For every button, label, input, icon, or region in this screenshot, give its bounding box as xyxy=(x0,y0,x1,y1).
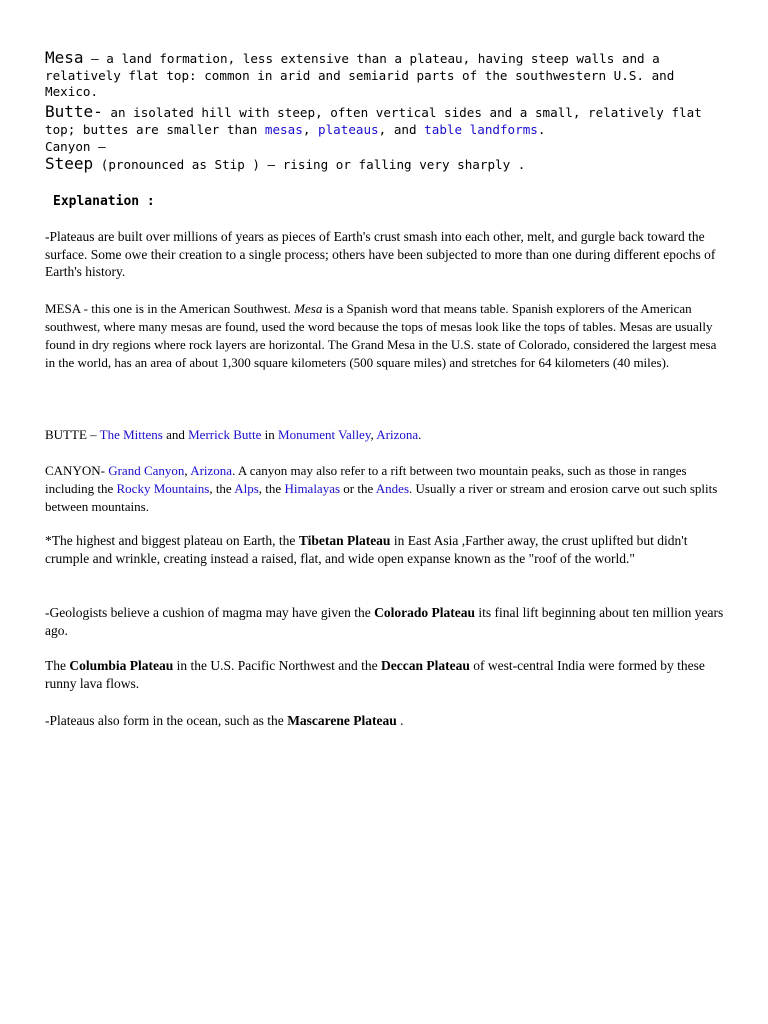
link-alps[interactable]: Alps xyxy=(234,481,259,496)
term-columbia-plateau: Columbia Plateau xyxy=(69,658,174,673)
link-mesas[interactable]: mesas xyxy=(264,121,303,137)
link-rocky-mountains[interactable]: Rocky Mountains xyxy=(116,481,210,496)
definition-mesa: Mesa – a land formation, less extensive than a plateau, having steep walls and a relatively flat top: common in arid and semiarid parts of the southwestern U.S. and Mexico. xyxy=(45,48,675,99)
link-plateaus[interactable]: plateaus xyxy=(317,121,379,137)
definition-butte: Butte- an isolated hill with steep, often vertical sides and a small, relatively flat top; buttes are smaller than mesas, plateaus, and table landforms. xyxy=(45,102,702,137)
link-the-mittens[interactable]: The Mittens xyxy=(99,427,163,442)
paragraph-tibetan-plateau: *The highest and biggest plateau on Earth, the Tibetan Plateau in East Asia ,Farther away, the crust uplifted but didn't crumple and wrinkle, creating instead a raised, flat, and wide open expanse known as the "roof of the world." xyxy=(45,533,688,566)
link-table-landforms[interactable]: table landforms xyxy=(424,121,538,137)
paragraph-plateaus-intro: -Plateaus are built over millions of years as pieces of Earth's crust smash into each other, melt, and gurgle back toward the surface. Some owe their creation to a single process; others have been subjected to more than one during different epochs of Earth's history. xyxy=(45,229,716,279)
term-mesa: Mesa xyxy=(45,48,84,67)
link-arizona-2[interactable]: Arizona xyxy=(190,463,233,478)
link-grand-canyon[interactable]: Grand Canyon xyxy=(108,463,185,478)
link-himalayas[interactable]: Himalayas xyxy=(284,481,341,496)
paragraph-butte: BUTTE – The Mittens and Merrick Butte in Monument Valley, Arizona. xyxy=(45,427,422,442)
term-colorado-plateau: Colorado Plateau xyxy=(374,605,476,620)
paragraph-colorado-plateau: -Geologists believe a cushion of magma may have given the Colorado Plateau its final lift beginning about ten million years ago. xyxy=(45,605,724,638)
link-andes[interactable]: Andes xyxy=(375,481,409,496)
paragraph-mascarene-plateau: -Plateaus also form in the ocean, such as the Mascarene Plateau . xyxy=(45,713,404,728)
paragraph-canyon: CANYON- Grand Canyon, Arizona. A canyon may also refer to a rift between two mountain peaks, such as those in ranges including the Rocky Mountains, the Alps, the Himalayas or the Andes. Usually a river or stream and erosion carve out such splits between mountains. xyxy=(45,463,718,514)
explanation-heading: Explanation : xyxy=(53,194,155,209)
link-merrick-butte[interactable]: Merrick Butte xyxy=(188,427,262,442)
label-butte: BUTTE – xyxy=(45,427,97,442)
definition-canyon: Canyon – xyxy=(45,139,106,154)
link-arizona[interactable]: Arizona xyxy=(376,427,419,442)
term-tibetan-plateau: Tibetan Plateau xyxy=(298,533,391,548)
definition-steep: Steep (pronounced as Stip ) – rising or falling very sharply . xyxy=(45,154,526,173)
term-steep: Steep xyxy=(45,154,94,173)
link-monument-valley[interactable]: Monument Valley xyxy=(278,427,371,442)
term-mascarene-plateau: Mascarene Plateau xyxy=(287,713,397,728)
term-deccan-plateau: Deccan Plateau xyxy=(380,658,470,673)
paragraph-columbia-deccan: The Columbia Plateau in the U.S. Pacific Northwest and the Deccan Plateau of west-central India were formed by these runny lava flows. xyxy=(45,658,705,691)
term-butte: Butte- xyxy=(45,102,103,121)
paragraph-mesa: MESA - this one is in the American Southwest. Mesa is a Spanish word that means table. Spanish explorers of the American southwest, where many mesas are found, used the word because the tops of mesas look like the tops of tables. Mesas are usually found in dry regions where rock layers are horizontal. The Grand Mesa in the U.S. state of Colorado, considered the largest mesa in the world, has an area of about 1,300 square kilometers (500 square miles) and stretches for 64 kilometers (40 miles). xyxy=(45,301,717,370)
label-canyon: CANYON- xyxy=(45,463,105,478)
